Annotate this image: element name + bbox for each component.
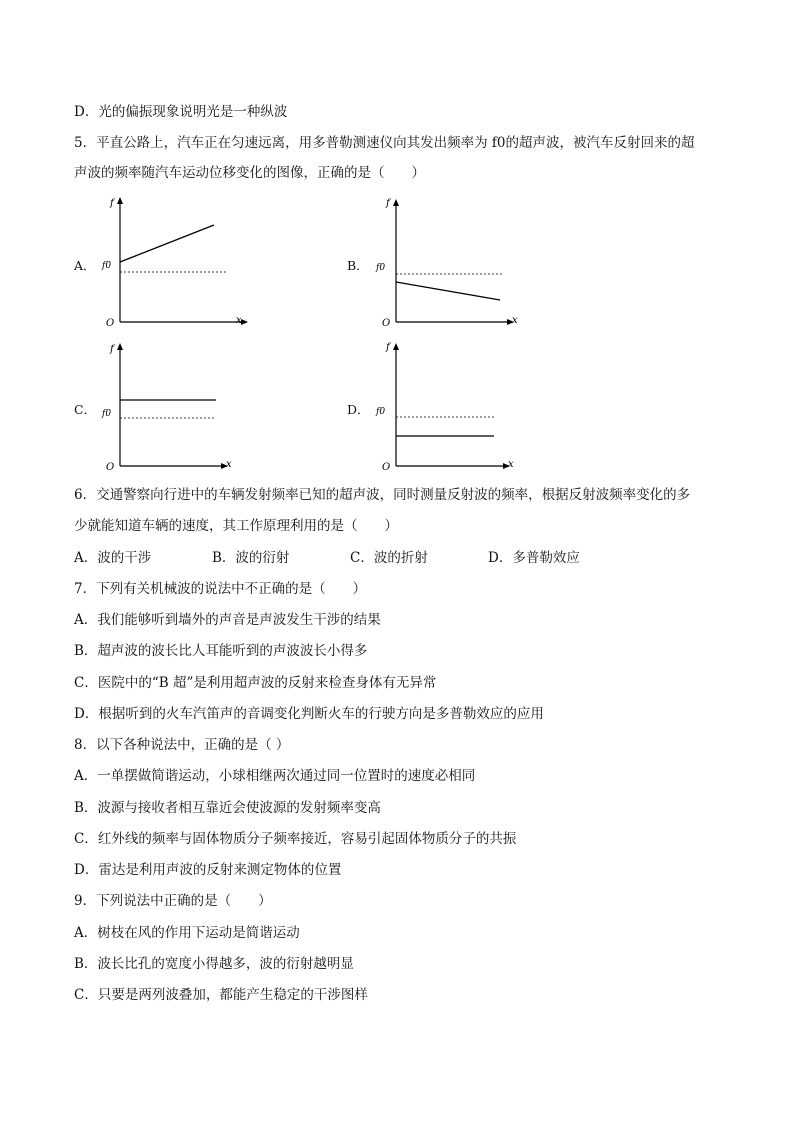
q9-option-c: C．只要是两列波叠加，都能产生稳定的干涉图样 bbox=[74, 987, 368, 1003]
graph-a bbox=[96, 192, 256, 332]
graph-c-label: C． bbox=[74, 402, 97, 417]
graph-c-origin: O bbox=[106, 462, 115, 473]
graph-b bbox=[372, 192, 532, 332]
q9-stem: 9．下列说法中正确的是（ ） bbox=[74, 893, 272, 909]
q7-stem: 7．下列有关机械波的说法中不正确的是（ ） bbox=[74, 581, 367, 597]
graph-c-x-label: x bbox=[226, 459, 232, 470]
graph-a-origin: O bbox=[106, 318, 115, 329]
q7-option-d: D．根据听到的火车汽笛声的音调变化判断火车的行驶方向是多普勒效应的应用 bbox=[74, 706, 544, 722]
graph-a-label: A． bbox=[74, 258, 96, 273]
q8-option-c: C．红外线的频率与固体物质分子频率接近，容易引起固体物质分子的共振 bbox=[74, 831, 517, 847]
q5-stem-line2: 声波的频率随汽车运动位移变化的图像，正确的是（ ） bbox=[74, 165, 425, 181]
graph-c-y-label: f bbox=[110, 344, 114, 355]
q8-option-a: A．一单摆做简谐运动，小球相继两次通过同一位置时的速度必相同 bbox=[74, 768, 476, 784]
graph-b-ref-label: f0 bbox=[376, 263, 386, 273]
q6-option-d: D．多普勒效应 bbox=[488, 550, 580, 566]
q7-option-b: B．超声波的波长比人耳能听到的声波波长小得多 bbox=[74, 643, 368, 659]
graph-b-x-label: x bbox=[512, 315, 518, 326]
graph-d-label: D． bbox=[347, 402, 370, 417]
graph-c bbox=[96, 336, 256, 476]
q8-option-d: D．雷达是利用声波的反射来测定物体的位置 bbox=[74, 862, 342, 878]
q9-option-a: A．树枝在风的作用下运动是简谐运动 bbox=[74, 925, 300, 941]
graph-d-ref-label: f0 bbox=[376, 407, 386, 417]
q6-option-b: B．波的衍射 bbox=[212, 550, 290, 566]
q6-stem-line1: 6．交通警察向行进中的车辆发射频率已知的超声波，同时测量反射波的频率，根据反射波频率变化的多 bbox=[74, 487, 691, 503]
q6-options bbox=[74, 549, 580, 567]
q8-stem: 8．以下各种说法中，正确的是（ ） bbox=[74, 737, 290, 753]
q6-option-a: A．波的干涉 bbox=[74, 550, 152, 566]
graph-b-label: B． bbox=[347, 258, 369, 273]
q7-option-a: A．我们能够听到墙外的声音是声波发生干涉的结果 bbox=[74, 612, 381, 628]
graph-d bbox=[372, 336, 532, 476]
graph-b-y-label: f bbox=[386, 198, 390, 209]
graph-a-y-label: f bbox=[110, 198, 114, 209]
q6-stem-line2: 少就能知道车辆的速度，其工作原理利用的是（ ） bbox=[74, 518, 398, 534]
graph-c-ref-label: f0 bbox=[102, 409, 112, 419]
q6-option-c: C．波的折射 bbox=[350, 550, 428, 566]
q9-option-b: B．波长比孔的宽度小得越多，波的衍射越明显 bbox=[74, 956, 354, 972]
q5-stem-line1: 5．平直公路上，汽车正在匀速远离，用多普勒测速仪向其发出频率为 f0的超声波，被汽车反射回来的超 bbox=[74, 135, 695, 151]
graph-d-origin: O bbox=[382, 462, 391, 473]
graph-a-x-label: x bbox=[236, 315, 242, 326]
graph-b-origin: O bbox=[382, 318, 391, 329]
q4-option-d: D．光的偏振现象说明光是一种纵波 bbox=[74, 104, 288, 120]
q7-option-c: C．医院中的“B 超”是利用超声波的反射来检查身体有无异常 bbox=[74, 675, 437, 691]
graph-d-y-label: f bbox=[386, 342, 390, 353]
q8-option-b: B．波源与接收者相互靠近会使波源的发射频率变高 bbox=[74, 800, 381, 816]
graph-a-ref-label: f0 bbox=[102, 261, 112, 271]
graph-d-x-label: x bbox=[508, 459, 514, 470]
